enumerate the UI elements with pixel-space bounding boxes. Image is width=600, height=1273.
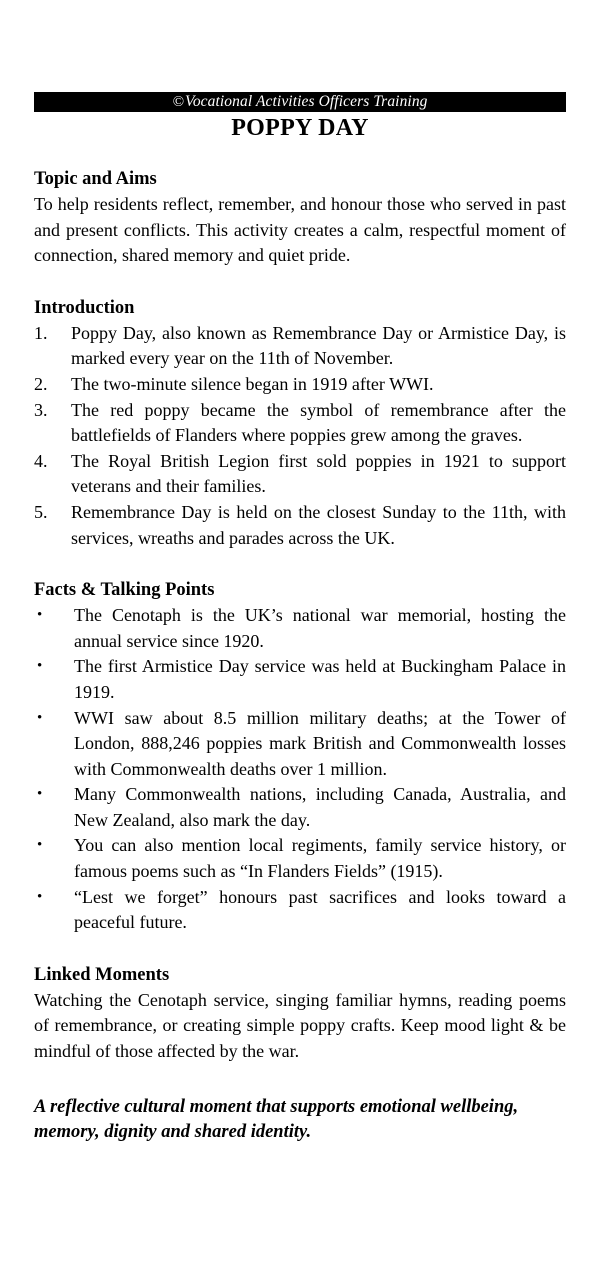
list-item — [34, 500, 566, 551]
document-content — [34, 92, 566, 1146]
list-item — [34, 885, 566, 936]
list-marker: 4. — [34, 450, 48, 471]
list-marker: 1. — [34, 322, 48, 343]
section-facts-and-talking-points — [34, 579, 566, 936]
conclusion-statement: A reflective cultural moment that supports emotional wellbeing, memory, dignity and shared identity. — [34, 1096, 519, 1143]
list-item-text: Many Commonwealth nations, including Canada, Australia, and New Zealand, also mark the day. — [74, 784, 566, 830]
banner-title: Vocational Activities Officers Training — [184, 93, 428, 110]
bullet-icon: • — [37, 709, 43, 726]
copyright-icon: © — [172, 94, 184, 110]
page-title: POPPY DAY — [231, 115, 369, 141]
list-item — [34, 321, 566, 372]
list-item — [34, 603, 566, 654]
list-marker: 5. — [34, 501, 48, 522]
bullet-icon: • — [37, 607, 43, 624]
section-heading-linked-moments: Linked Moments — [34, 964, 170, 985]
list-item — [34, 372, 566, 398]
list-marker: 2. — [34, 373, 48, 394]
section-linked-moments — [34, 964, 566, 1065]
list-item — [34, 654, 566, 705]
bullet-icon: • — [37, 658, 43, 675]
list-item — [34, 833, 566, 884]
section-topic-and-aims — [34, 168, 566, 269]
list-item-text: The first Armistice Day service was held at Buckingham Palace in 1919. — [74, 656, 566, 702]
introduction-list — [34, 321, 566, 551]
section-body-linked-moments: Watching the Cenotaph service, singing familiar hymns, reading poems of remembrance, or creating simple poppy crafts. Keep mood light & be mindful of those affected by the war. — [34, 989, 566, 1062]
list-item-text: Poppy Day, also known as Remembrance Day or Armistice Day, is marked every year on the 11th of November. — [71, 322, 566, 369]
list-item-text: The two-minute silence began in 1919 after WWI. — [71, 373, 434, 394]
section-heading-facts-and-talking-points: Facts & Talking Points — [34, 580, 215, 601]
list-item — [34, 782, 566, 833]
section-heading-topic-and-aims: Topic and Aims — [34, 169, 157, 189]
header-banner — [34, 92, 566, 112]
list-item-text: The Cenotaph is the UK’s national war memorial, hosting the annual service since 1920. — [74, 605, 566, 651]
list-item — [34, 706, 566, 783]
list-item-text: You can also mention local regiments, family service history, or famous poems such as “In Flanders Fields” (1915). — [74, 835, 566, 882]
section-introduction — [34, 297, 566, 551]
list-marker: 3. — [34, 399, 48, 420]
list-item-text: The red poppy became the symbol of remembrance after the battlefields of Flanders where poppies grew among the graves. — [71, 399, 566, 446]
bullet-icon: • — [37, 888, 43, 905]
list-item-text: The Royal British Legion first sold poppies in 1921 to support veterans and their families. — [71, 450, 566, 497]
facts-list — [34, 603, 566, 936]
section-heading-introduction: Introduction — [34, 297, 135, 318]
bullet-icon: • — [37, 786, 43, 803]
list-item — [34, 398, 566, 449]
list-item-text: “Lest we forget” honours past sacrifices and looks toward a peaceful future. — [74, 886, 566, 933]
list-item-text: Remembrance Day is held on the closest Sunday to the 11th, with services, wreaths and parades across the UK. — [71, 501, 566, 548]
list-item-text: WWI saw about 8.5 million military deaths; at the Tower of London, 888,246 poppies mark British and Commonwealth losses with Commonwealth deaths over 1 million. — [74, 707, 566, 779]
list-item — [34, 449, 566, 500]
bullet-icon: • — [37, 837, 43, 854]
section-body-topic-and-aims: To help residents reflect, remember, and honour those who served in past and present conflicts. This activity creates a calm, respectful moment of connection, shared memory and quiet pride. — [34, 194, 566, 266]
